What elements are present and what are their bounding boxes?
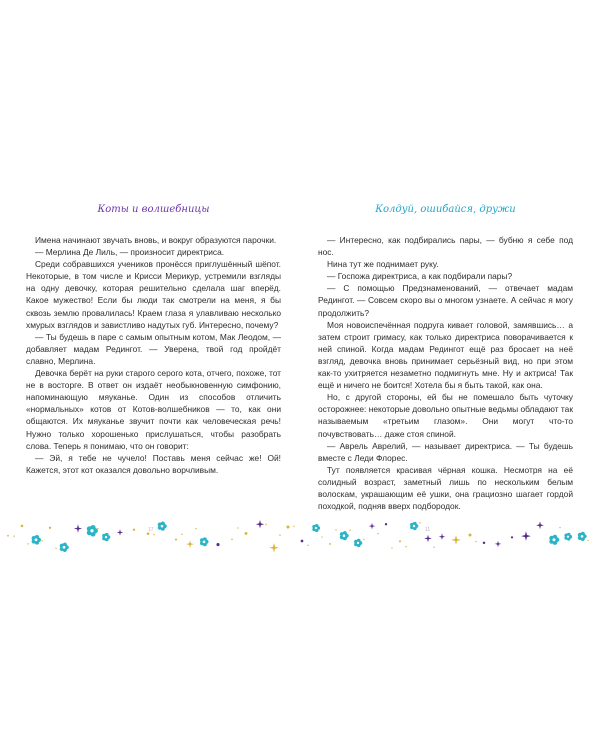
dot-icon: [265, 524, 266, 525]
dot-icon: [237, 527, 238, 528]
star-icon: [74, 524, 82, 532]
dot-icon: [433, 547, 434, 548]
dot-icon: [321, 536, 322, 537]
flower-icon: [312, 524, 320, 532]
dot-icon: [301, 540, 304, 543]
dot-icon: [377, 533, 378, 534]
paragraph: — С помощью Предзнаменований, — отвечает мадам Редингот. — Совсем скоро вы о многом узнаете. А сейчас я могу продолжить?: [318, 283, 573, 318]
dot-icon: [153, 534, 154, 535]
flower-icon: [549, 535, 559, 545]
paragraph: — Интересно, как подбирались пары, — бубню я себе под нос.: [318, 235, 573, 258]
dot-icon: [405, 546, 406, 547]
dot-icon: [559, 527, 560, 528]
star-icon: [117, 529, 123, 535]
dot-icon: [419, 522, 420, 523]
flower-icon: [354, 539, 362, 547]
dot-icon: [391, 547, 392, 548]
dot-icon: [97, 528, 98, 529]
flower-icon: [340, 531, 349, 540]
dot-icon: [349, 530, 350, 531]
star-icon: [369, 523, 375, 529]
star-icon: [439, 533, 445, 540]
dot-icon: [475, 541, 476, 542]
star-icon: [269, 543, 278, 553]
dot-icon: [181, 534, 182, 535]
dot-icon: [7, 535, 9, 537]
dot-icon: [587, 540, 588, 541]
paragraph: Но, с другой стороны, ей бы не помешало быть чуточку осторожнее: некоторые довольно опытные ведьмы обладают так называемым «третьим глазом». Они могут что-то почувствовать… даже стоя спиной.: [318, 392, 573, 439]
star-icon: [521, 531, 531, 541]
flower-icon: [578, 532, 587, 541]
flower-icon: [158, 522, 167, 531]
star-icon: [186, 540, 194, 548]
right-running-head: Колдуй, ошибайся, дружи: [375, 204, 516, 215]
paragraph: — Аврель Аврелий, — называет директриса. — Ты будешь вместе с Леди Флорес.: [318, 440, 573, 463]
floral-ornament-border: [0, 516, 600, 556]
dot-icon: [286, 525, 289, 528]
dot-icon: [133, 529, 135, 531]
paragraph: Моя новоиспечённая подруга кивает головой, замявшись… а затем строит гримасу, как только директриса поворачивается к ней спиной. Когда мадам Редингот ещё раз бросает на неё взгляд, девочка вновь принимает серьёзный вид, но при этом как-то ухитряется незаметно подмигнуть мне. Ну и актриса! Так ещё и ничего не боится! Хотела бы я быть такой, как она.: [318, 319, 573, 391]
dot-icon: [307, 545, 308, 546]
dot-icon: [49, 527, 51, 529]
paragraph: — Ты будешь в паре с самым опытным котом, Мак Леодом, — добавляет мадам Редингот. — Уверена, твой год пройдёт славно, Мерлина.: [26, 331, 281, 366]
dot-icon: [231, 539, 233, 541]
dot-icon: [245, 532, 248, 535]
dot-icon: [363, 539, 364, 540]
paragraph: Девочка берёт на руки старого серого кота, отчего, похоже, тот не в восторге. В ответ он издаёт необыкновенную симфонию, напоминающую мяуканье. Один из способов отличить «нормальных» котов от Котов-волшебников — то, как они общаются. Их мяуканье звучит почти как человеческая речь! Нужно только хорошенько прислушаться, чтобы разобрать слова. Теперь я понимаю, что он говорит:: [26, 368, 281, 451]
dot-icon: [335, 529, 336, 530]
paragraph: Имена начинают звучать вновь, и вокруг образуются парочки.: [35, 235, 277, 245]
flower-icon: [564, 533, 572, 541]
star-icon: [256, 520, 264, 528]
dot-icon: [385, 523, 387, 525]
dot-icon: [468, 533, 471, 536]
right-body-text: [318, 234, 573, 512]
left-running-head: Коты и волшебницы: [97, 204, 210, 215]
dot-icon: [293, 526, 294, 527]
flower-icon: [102, 533, 110, 541]
flower-icon: [60, 543, 69, 552]
dot-icon: [175, 538, 177, 540]
star-icon: [424, 535, 432, 543]
left-body-text: [26, 234, 281, 476]
dot-icon: [279, 534, 280, 535]
flower-icon: [32, 535, 41, 545]
paragraph: Среди собравшихся учеников пронёсся приглушённый шёпот. Некоторые, в том числе и Крисси Мерикур, устремили взгляды на одну девочку, которая решительно сделала шаг вперёд. Какое мужество! Если бы люди так смотрели на меня, я бы сквозь землю провалилась! Краем глаза я улавливаю несколько хмурых взглядов и завистливо надутых губ. Интересно, почему?: [26, 259, 281, 330]
flower-icon: [410, 522, 418, 530]
left-page: [26, 200, 281, 476]
dot-icon: [55, 548, 56, 549]
dot-icon: [511, 536, 513, 538]
dot-icon: [27, 543, 28, 544]
dot-icon: [195, 528, 196, 529]
dot-icon: [329, 543, 331, 545]
dot-icon: [13, 535, 14, 536]
right-page: [318, 200, 573, 512]
paragraph: — Госпожа директриса, а как подбирали пары?: [327, 271, 513, 282]
right-page-number: 11: [425, 527, 431, 533]
paragraph: Нина тут же поднимает руку.: [327, 259, 439, 270]
flower-icon: [87, 525, 98, 537]
dot-icon: [21, 525, 24, 528]
paragraph: — Эй, я тебе не чучело! Поставь меня сейчас же! Ой! Кажется, этот кот оказался довольно ворчливым.: [26, 452, 281, 475]
dot-icon: [399, 540, 401, 542]
left-page-number: 17: [148, 527, 154, 533]
dot-icon: [41, 540, 42, 541]
dot-icon: [216, 543, 219, 546]
flower-icon: [200, 537, 209, 546]
star-icon: [451, 535, 461, 545]
dot-icon: [483, 542, 485, 544]
star-icon: [495, 541, 501, 547]
paragraph: — Мерлина Де Лиль, — произносит директриса.: [35, 247, 225, 258]
paragraph: Тут появляется красивая чёрная кошка. Несмотря на её солидный возраст, заметный лишь по нескольким белым волоскам, украшающим её ушки, она грациозно шагает гордой походкой, подняв вверх подбородок.: [318, 464, 573, 512]
star-icon: [536, 521, 544, 529]
